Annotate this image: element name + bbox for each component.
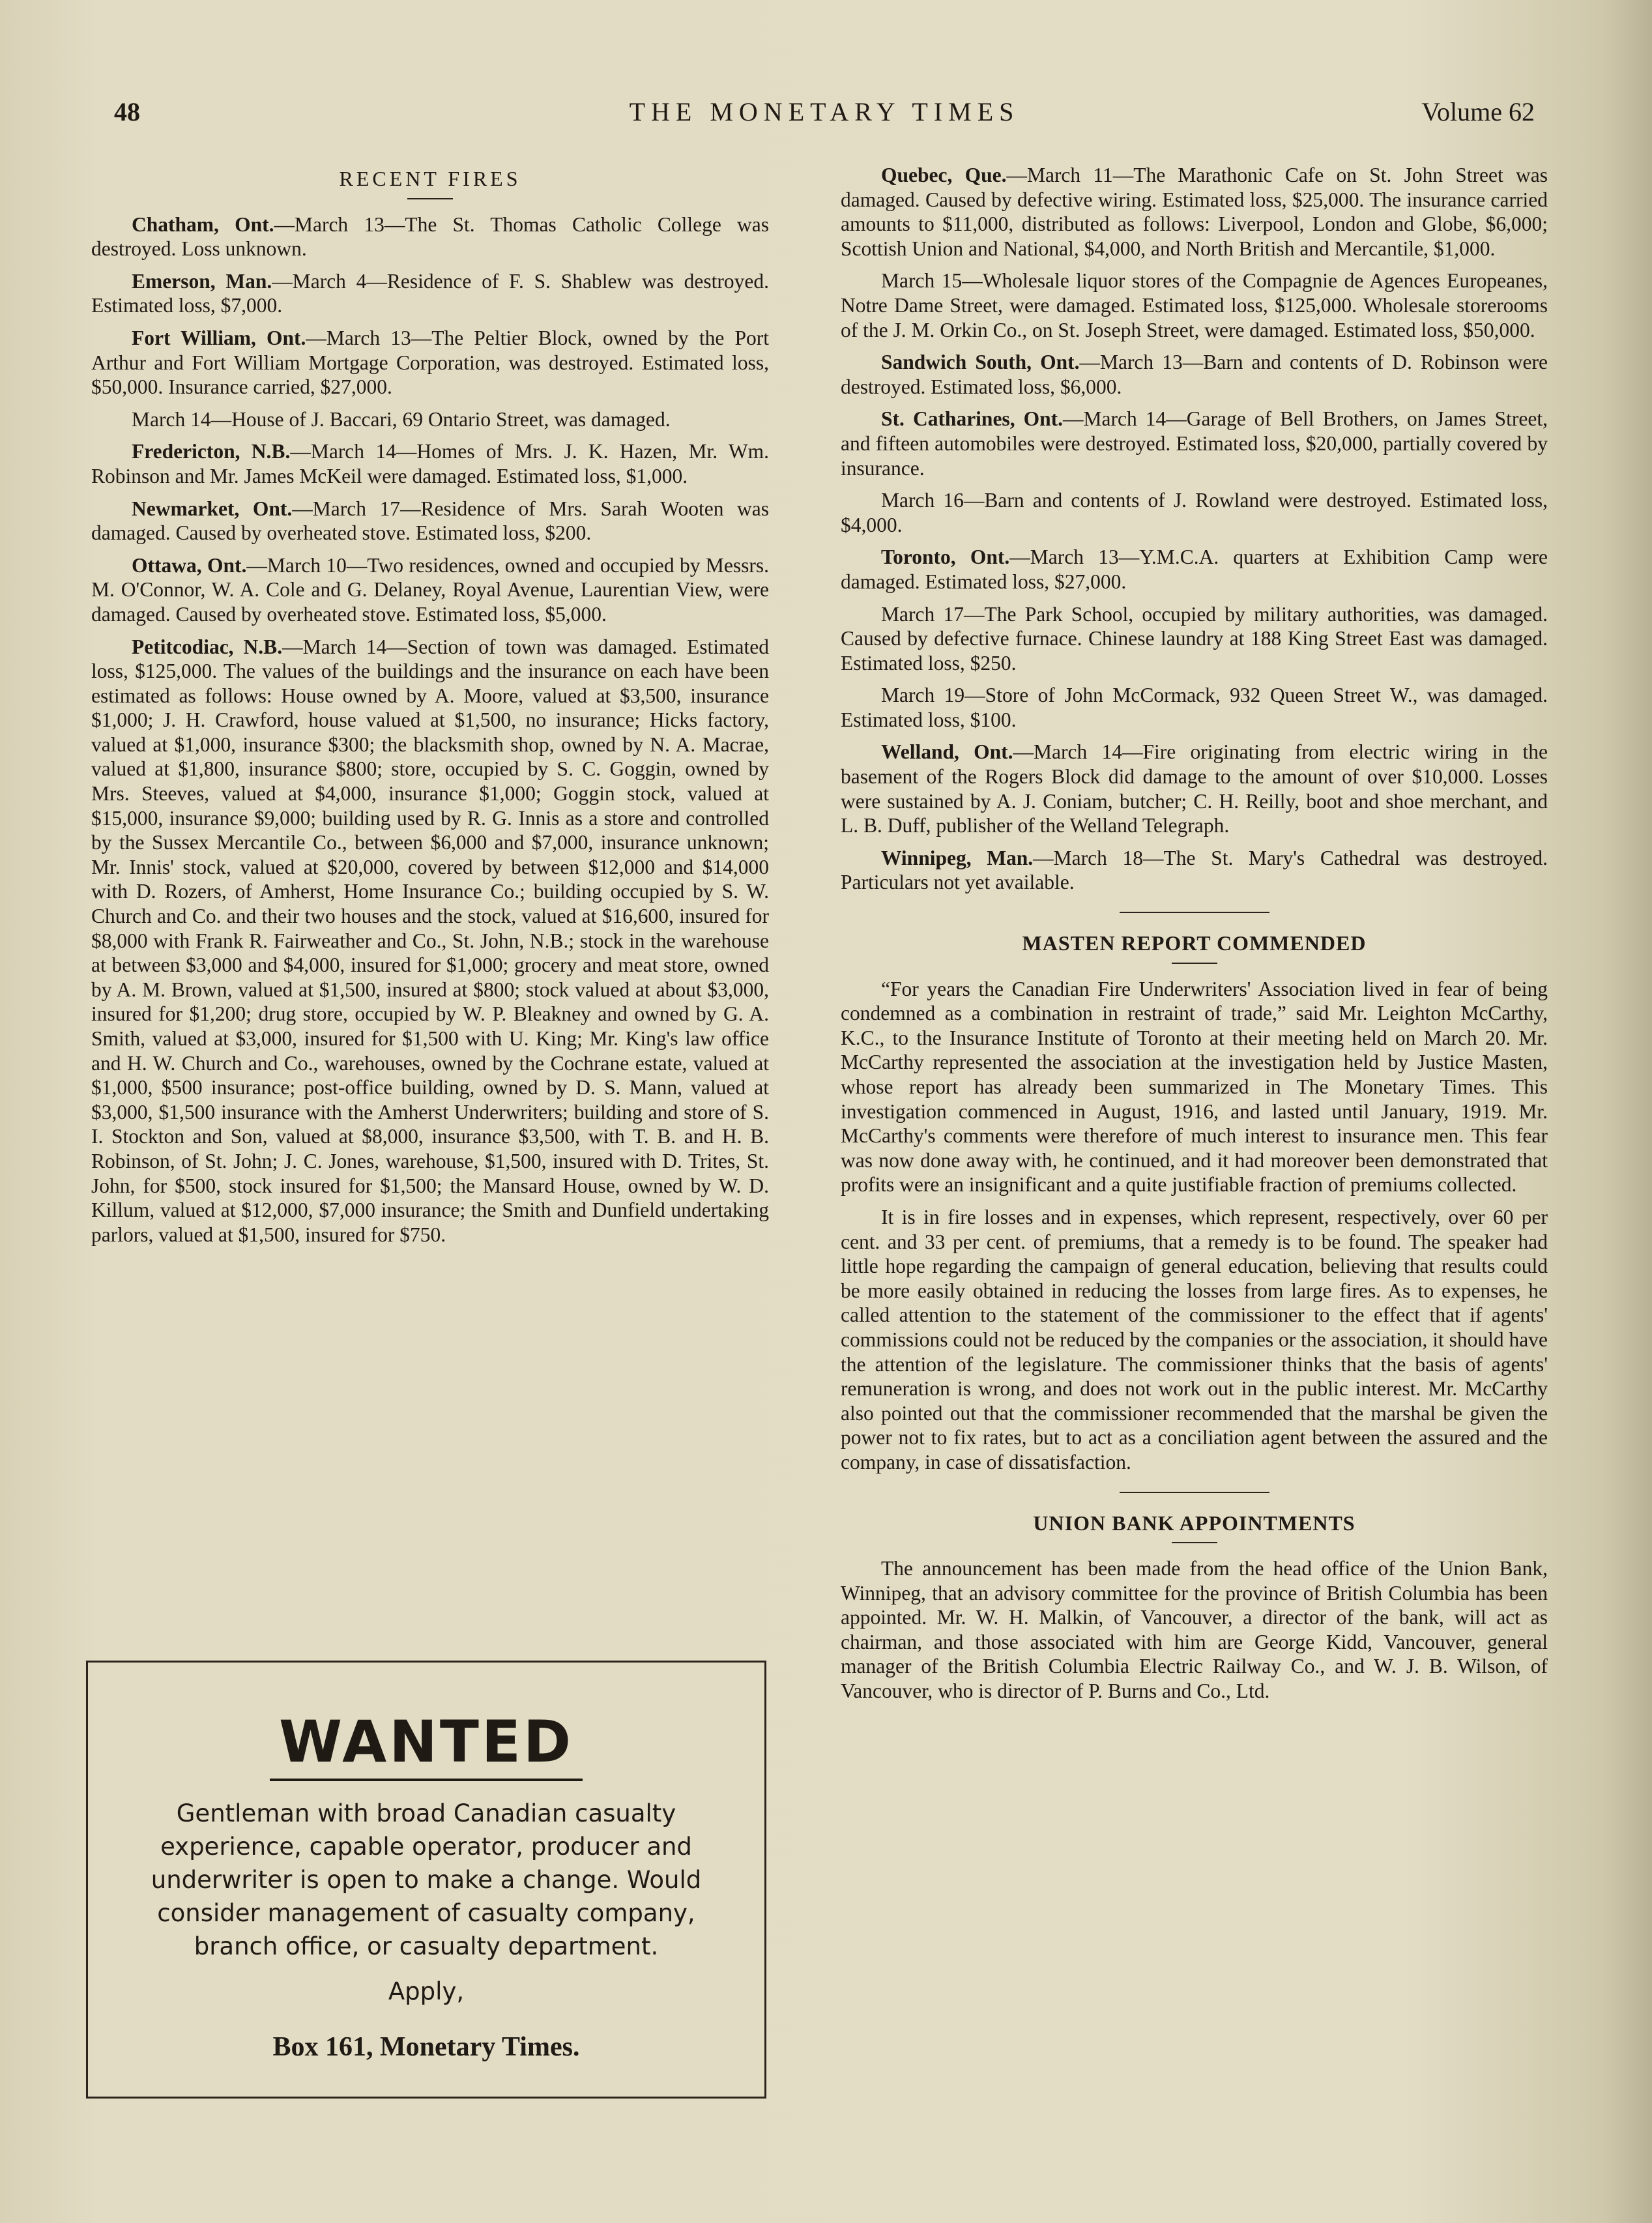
section-divider [1120, 912, 1269, 913]
fire-text: March 15—Wholesale liquor stores of the Compagnie de Agences Europeanes, Notre Dame Street, were damaged. Estimated loss, $125,000. Wholesale storerooms of the J. M. Orkin Co., on St. Joseph Street, were damaged. Estimated loss, $50,000. [841, 269, 1548, 341]
fire-place: Petitcodiac, N.B. [132, 635, 283, 658]
fire-entry [841, 350, 1548, 399]
title-rule [1172, 1542, 1217, 1543]
ad-headline: WANTED [278, 1708, 574, 1775]
fire-text: —March 14—Homes of Mrs. J. K. Hazen, Mr. Wm. Robinson and Mr. James McKeil were damaged. Estimated loss, $1,000. [91, 440, 769, 487]
fire-entry [841, 163, 1548, 261]
fire-text: —The Peltier Block, owned by the Port Arthur and Fort William Mortgage Corporation, was destroyed. Estimated loss, $50,000. Insurance carried, $27,000. [91, 326, 769, 399]
fire-entry [91, 212, 769, 261]
fire-text: —March 14—Section of town was damaged. Estimated loss, $125,000. The values of the buildings and the insurance on each have been estimated as follows: House owned by A. Moore, valued at $3,500, insurance $1,000; J. H. Crawford, house valued at $1,500, no insurance; Hicks factory, valued at $1,000, insurance $300; the blacksmith shop, owned by N. A. Macrae, valued at $1,800, insurance $800; store, occupied by S. C. Goggin, owned by Mrs. Steeves, valued at $4,000, insurance $1,000; Goggin stock, valued at $15,000, insurance $9,000; building used by R. G. Innis as a store and controlled by the Sussex Mercantile Co., between $6,000 and $7,000, insurance unknown; Mr. Innis' stock, valued at $20,000, covered by between $12,000 and $14,000 with D. Rozers, of Amherst, Home Insurance Co.; building occupied by S. W. Church and Co. and their two houses and the stock, valued at $16,600, insured for $8,000 with Frank R. Fairweather and Co., St. John, N.B.; stock in the warehouse at between $3,000 and $4,000, insured for $1,000; grocery and meat store, owned by A. M. Brown, valued at $1,500, insured at $800; stock valued at about $3,000, insured for $1,200; drug store, occupied by W. P. Bleakney and owned by G. A. Smith, valued at $3,000, insured for $1,500 with U. King; Mr. King's law office and H. W. Church and Co., warehouses, owned by the Cochrane estate, valued at $1,000, $500 insurance; post-office building, owned by D. S. Mann, valued at $3,000, $1,500 insurance with the Amherst Underwriters; building and store of S. I. Stockton and Son, valued at $8,000, insurance $3,500, with T. B. and H. B. Robinson, of St. John; J. C. Jones, warehouse, $1,500, insured with D. Trites, St. John, for $500, stock insured for $1,500; the Mansard House, owned by W. D. Killum, valued at $12,000, $7,000 insurance; the Smith and Dunfield undertaking parlors, valued at $1,500, insured for $750. [91, 635, 770, 1246]
fire-text: —March 13—The St. Thomas Catholic College was destroyed. Loss unknown. [91, 212, 770, 261]
fire-place: Quebec, Que. [881, 164, 1007, 186]
fire-text: —March 14—Garage of Bell Brothers, on James Street, and fifteen automobiles were destroyed. Estimated loss, $20,000, partially covered by insurance. [841, 407, 1548, 480]
fire-text: —March 13—Barn and contents of D. Robinson were destroyed. Estimated loss, $6,000. [841, 351, 1548, 398]
right-column [841, 163, 1548, 1711]
fire-text: March 19—Store of John McCormack, 932 Queen Street W., was damaged. Estimated loss, $100. [841, 684, 1548, 731]
fire-entry [841, 269, 1548, 342]
section-title-masten-report: MASTEN REPORT COMMENDED [1022, 931, 1367, 955]
ad-headline-underline [270, 1779, 583, 1781]
fire-text: March 14—House of J. Baccari, 69 Ontario Street, was damaged. [132, 407, 671, 431]
fire-entry [841, 545, 1548, 594]
ad-body: Gentleman with broad Canadian casualty experience, capable operator, producer and underwriter is open to make a change. Would consider management of casualty company, branch office, or casualty department. [151, 1799, 702, 1960]
title-rule [407, 198, 453, 199]
journal-title: THE MONETARY TIMES [629, 97, 1020, 126]
fire-entry [841, 488, 1548, 537]
fire-place: Ottawa, Ont. [132, 553, 247, 577]
fire-text: —March 4—Residence of F. S. Shablew was destroyed. Estimated loss, $7,000. [91, 269, 769, 317]
fire-place: Welland, Ont. [881, 740, 1013, 764]
fire-entry [841, 740, 1548, 837]
section-divider [1120, 1492, 1269, 1493]
fire-place: Fort William, Ont. [132, 326, 306, 349]
article-paragraph: “For years the Canadian Fire Underwriters' Association lived in fear of being condemned as a combination in restraint of trade,” said Mr. Leighton McCarthy, K.C., to the Insurance Institute of Toronto at their meeting held on March 20. Mr. McCarthy represented the association at the investigation held by Justice Masten, whose report has already been summarized in The Monetary Times. This investigation commenced in August, 1916, and lasted until January, 1919. Mr. McCarthy's comments were therefore of much interest to insurance men. This fear was now done away with, he continued, and it had moreover been demonstrated that profits were an insignificant and a quite justifiable fraction of premiums collected. [841, 977, 1548, 1197]
fire-place: Toronto, Ont. [881, 545, 1010, 569]
fire-place: Emerson, Man. [132, 269, 272, 293]
wanted-advertisement [86, 1661, 766, 2099]
fire-place: Fredericton, N.B. [132, 440, 291, 463]
fire-text: —March 13—Y.M.C.A. quarters at Exhibition Camp were damaged. Estimated loss, $27,000. [841, 545, 1548, 593]
article-paragraph: The announcement has been made from the head office of the Union Bank, Winnipeg, that an advisory committee for the province of British Columbia has been appointed. Mr. W. H. Malkin, of Vancouver, a director of the bank, will act as chairman, and those associated with him are George Kidd, Vancouver, general manager of the British Columbia Electric Railway Co., and W. J. B. Wilson, of Vancouver, who is director of P. Burns and Co., Ltd. [841, 1557, 1548, 1703]
fire-place: Chatham, Ont. [132, 212, 274, 236]
ad-apply: Apply, [388, 1977, 465, 2005]
fire-entry [91, 439, 769, 488]
fire-place: St. Catharines, Ont. [881, 407, 1064, 431]
article-paragraph: It is in fire losses and in expenses, which represent, respectively, over 60 per cent. and 33 per cent. of premiums, that a remedy is to be found. The speaker had little hope regarding the campaign of general education, believing that results could be more easily obtained in reducing the losses from large fires. As to expenses, he called attention to the statement of the commissioner to the effect that if agents' commissions could not be reduced by the companies or the association, it should have the attention of the legislature. The commissioner thinks that the basis of agents' remuneration is wrong, and does not work out in the public interest. Mr. McCarthy also pointed out that the commissioner recommended that the marshal be given the power not to fix rates, but to act as a conciliation agent between the assured and the company, in case of dissatisfaction. [841, 1205, 1548, 1474]
fire-entry [841, 407, 1548, 480]
fire-text: —March 11—The Marathonic Cafe on St. John Street was damaged. Caused by defective wiring. Estimated loss, $25,000. The insurance carried amounts to $11,000, distributed as follows: Liverpool, London and Globe, $6,000; Scottish Union and National, $4,000, and North British and Mercantile, $1,000. [841, 164, 1548, 260]
fire-place: Sandwich South, Ont. [881, 351, 1080, 374]
fire-text: March 17—The Park School, occupied by military authorities, was damaged. Caused by defective furnace. Chinese laundry at 188 King Street East was damaged. Estimated loss, $250. [841, 602, 1548, 675]
fire-date: —March 13 [306, 326, 411, 349]
fire-text: —March 17—Residence of Mrs. Sarah Wooten was damaged. Caused by overheated stove. Estimated loss, $200. [91, 497, 769, 545]
fire-entry [841, 602, 1548, 676]
fire-text: —March 18—The St. Mary's Cathedral was destroyed. Particulars not yet available. [841, 846, 1548, 894]
fire-entry [841, 683, 1548, 732]
left-column [91, 163, 769, 1255]
fire-text: —March 10—Two residences, owned and occupied by Messrs. M. O'Connor, W. A. Cole and G. Delaney, Royal Avenue, Laurentian View, were damaged. Caused by overheated stove. Estimated loss, $5,000. [91, 553, 769, 626]
fire-entry [91, 497, 769, 545]
section-title-recent-fires: RECENT FIRES [339, 167, 521, 190]
page-number: 48 [114, 97, 140, 126]
volume-label: Volume 62 [1421, 97, 1535, 126]
fire-entry [91, 326, 769, 400]
fire-entry [91, 635, 769, 1247]
fire-text: —March 14—Fire originating from electric wiring in the basement of the Rogers Block did damage to the amount of over $10,000. Losses were sustained by A. J. Coniam, butcher; C. H. Reilly, boot and shoe merchant, and L. B. Duff, publisher of the Welland Telegraph. [841, 740, 1548, 837]
fire-text: March 16—Barn and contents of J. Rowland were destroyed. Estimated loss, $4,000. [841, 489, 1548, 536]
fire-entry [91, 407, 769, 432]
ad-box-number: Box 161, Monetary Times. [272, 2032, 580, 2062]
fire-entry [91, 269, 769, 318]
fire-place: Winnipeg, Man. [881, 846, 1034, 869]
page-header [114, 96, 1535, 136]
section-title-union-bank: UNION BANK APPOINTMENTS [1033, 1511, 1355, 1535]
title-rule [1172, 963, 1217, 964]
fire-entry [91, 553, 769, 627]
fire-entry [841, 846, 1548, 895]
fire-place: Newmarket, Ont. [132, 497, 293, 520]
